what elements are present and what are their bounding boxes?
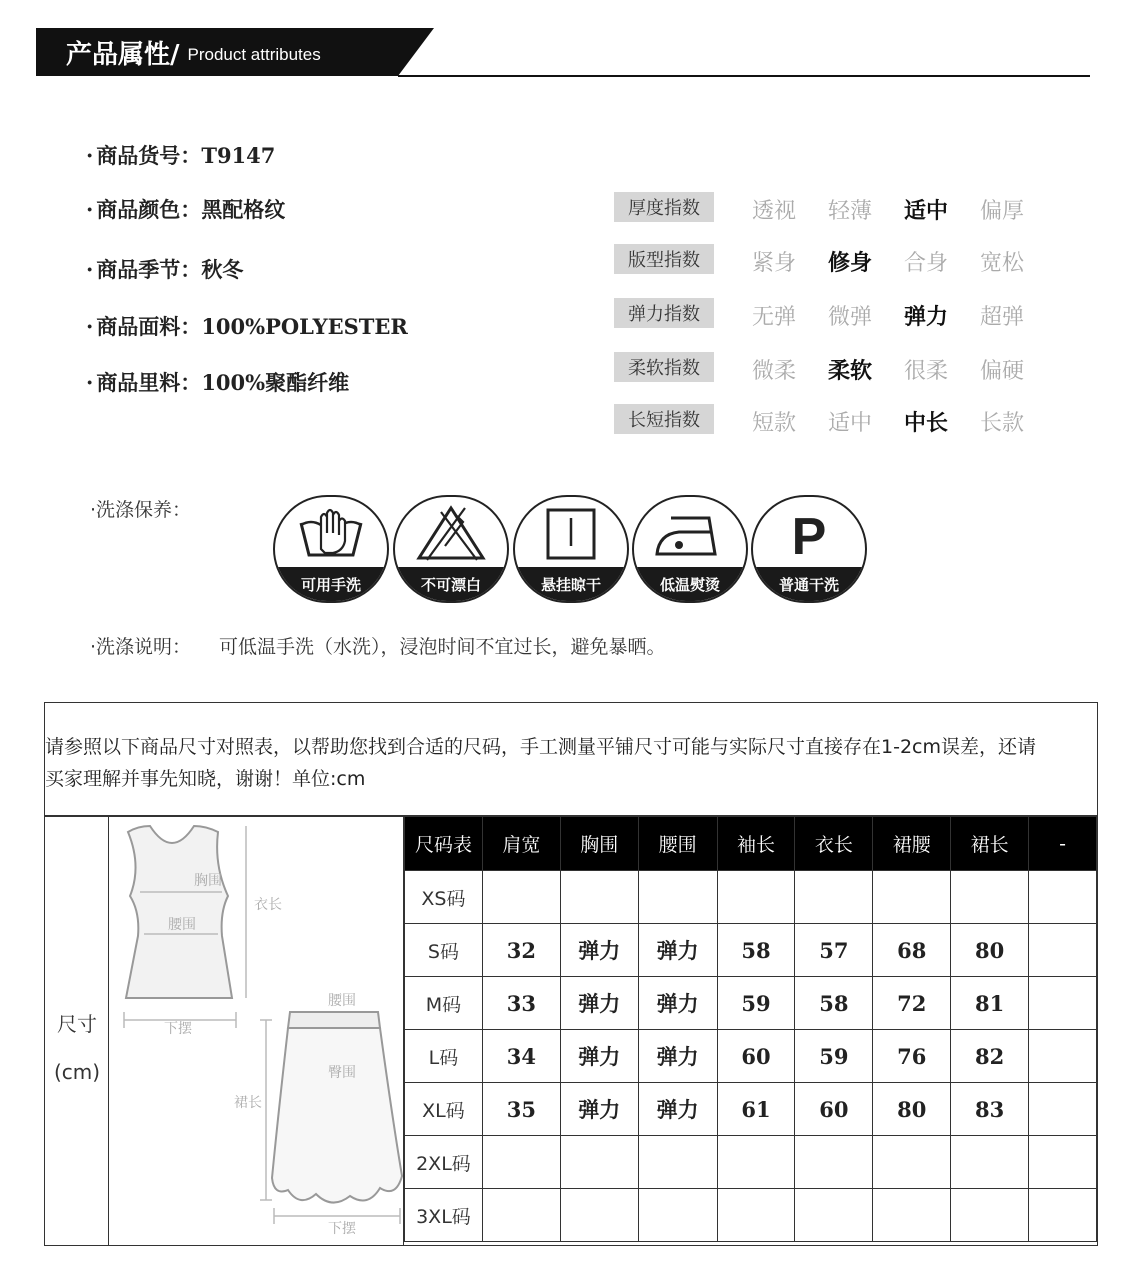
table-cell: 弹力 — [560, 1030, 638, 1083]
table-cell: 弹力 — [560, 924, 638, 977]
size-cell: S码 — [405, 924, 483, 977]
header-title-en: Product attributes — [187, 45, 321, 64]
size-intro-line1: 请参照以下商品尺寸对照表，以帮助您找到合适的尺码，手工测量平铺尺寸可能与实际尺寸直接存在1-2cm误差，还请 — [45, 736, 1036, 758]
table-row — [405, 924, 1097, 977]
column-header: - — [1029, 817, 1097, 871]
table-cell: 80 — [951, 924, 1029, 977]
index-option: 超弹 — [980, 305, 1025, 330]
column-header: 裙腰 — [873, 817, 951, 871]
size-table — [404, 816, 1097, 1242]
index-label: 版型指数 — [614, 244, 714, 274]
table-cell: 80 — [873, 1083, 951, 1136]
table-cell: 弹力 — [638, 1030, 717, 1083]
table-cell: 34 — [482, 1030, 560, 1083]
size-chart-intro — [45, 731, 1097, 795]
index-option: 合身 — [904, 251, 949, 276]
index-option: 微柔 — [752, 359, 797, 384]
index-option-selected: 中长 — [904, 410, 949, 436]
attribute-item-color: · 商品颜色：黑配格纹 — [86, 197, 286, 222]
column-header: 袖长 — [717, 817, 795, 871]
index-row-thickness — [614, 192, 1054, 224]
table-cell: 82 — [951, 1030, 1029, 1083]
table-cell — [873, 871, 951, 924]
table-cell — [482, 1189, 560, 1242]
care-caption: 可用手洗 — [275, 567, 387, 601]
index-label: 柔软指数 — [614, 352, 714, 382]
table-cell: 68 — [873, 924, 951, 977]
index-option: 轻薄 — [828, 199, 873, 224]
diagram-label-waist: 腰围 — [168, 917, 196, 933]
table-cell — [1029, 977, 1097, 1030]
table-cell — [795, 1136, 873, 1189]
table-cell: 57 — [795, 924, 873, 977]
table-cell: 72 — [873, 977, 951, 1030]
table-cell — [951, 1189, 1029, 1242]
table-cell — [717, 1136, 795, 1189]
attribute-value: 100%POLYESTER — [201, 314, 408, 339]
care-icon-hang-dry — [513, 495, 629, 603]
column-header: 尺码表 — [405, 817, 483, 871]
table-cell: 61 — [717, 1083, 795, 1136]
table-cell — [951, 1136, 1029, 1189]
column-header: 胸围 — [560, 817, 638, 871]
index-option: 偏厚 — [980, 199, 1025, 224]
table-cell — [873, 1136, 951, 1189]
index-option: 偏硬 — [980, 359, 1025, 384]
table-cell: 81 — [951, 977, 1029, 1030]
size-intro-line2: 买家理解并事先知晓，谢谢！单位:cm — [45, 768, 366, 790]
table-cell — [482, 871, 560, 924]
table-cell: 35 — [482, 1083, 560, 1136]
header-title-block — [36, 28, 398, 76]
table-cell — [638, 1189, 717, 1242]
table-cell — [873, 1189, 951, 1242]
index-option: 短款 — [752, 411, 797, 436]
table-cell — [717, 1189, 795, 1242]
table-cell — [638, 871, 717, 924]
header-triangle — [398, 28, 434, 76]
dry-clean-letter: P — [791, 508, 827, 566]
table-row — [405, 871, 1097, 924]
column-header: 裙长 — [951, 817, 1029, 871]
index-row-fit — [614, 244, 1054, 276]
table-cell — [1029, 1189, 1097, 1242]
table-cell: 32 — [482, 924, 560, 977]
diagram-label-hem: 下摆 — [164, 1021, 192, 1037]
attribute-label: 商品里料： — [96, 370, 202, 395]
index-option: 适中 — [828, 411, 873, 436]
table-cell: 33 — [482, 977, 560, 1030]
table-cell: 83 — [951, 1083, 1029, 1136]
column-header: 肩宽 — [482, 817, 560, 871]
table-cell — [560, 1136, 638, 1189]
attribute-value: 秋冬 — [201, 257, 244, 282]
diagram-label-skirt-length: 裙长 — [234, 1095, 262, 1111]
column-header: 衣长 — [795, 817, 873, 871]
size-cell: XS码 — [405, 871, 483, 924]
table-cell — [1029, 871, 1097, 924]
garment-diagram — [110, 816, 404, 1246]
care-caption: 普通干洗 — [753, 567, 865, 601]
index-label: 长短指数 — [614, 404, 714, 434]
care-caption: 悬挂晾干 — [515, 567, 627, 601]
table-cell — [482, 1136, 560, 1189]
table-cell: 弹力 — [560, 1083, 638, 1136]
index-label: 厚度指数 — [614, 192, 714, 222]
dimension-label: 尺寸 — [57, 1012, 97, 1036]
size-cell: 2XL码 — [405, 1136, 483, 1189]
table-cell — [795, 1189, 873, 1242]
attribute-item-lining: · 商品里料：100%聚酯纤维 — [86, 370, 350, 395]
table-cell: 弹力 — [638, 1083, 717, 1136]
table-cell — [638, 1136, 717, 1189]
diagram-label-skirt-hem: 下摆 — [328, 1221, 356, 1237]
index-option-selected: 柔软 — [828, 358, 873, 384]
table-row — [405, 977, 1097, 1030]
hang-dry-icon — [515, 497, 627, 569]
attribute-value: T9147 — [201, 143, 276, 168]
table-cell: 60 — [795, 1083, 873, 1136]
index-option: 紧身 — [752, 251, 797, 276]
index-option-selected: 适中 — [904, 198, 949, 224]
attribute-item-season: · 商品季节：秋冬 — [86, 257, 244, 282]
care-label: ·洗涤保养： — [90, 499, 192, 521]
wash-note-value: 可低温手洗（水洗），浸泡时间不宜过长，避免暴晒。 — [219, 636, 666, 658]
care-icon-hand-wash — [273, 495, 389, 603]
table-cell — [951, 871, 1029, 924]
size-table-header — [405, 817, 1097, 871]
hand-wash-icon — [275, 497, 387, 569]
size-cell: XL码 — [405, 1083, 483, 1136]
low-iron-icon — [634, 497, 746, 569]
attribute-value: 100%聚酯纤维 — [201, 370, 350, 395]
dry-clean-p-icon — [753, 497, 865, 569]
index-option-selected: 修身 — [828, 250, 873, 276]
table-cell: 58 — [717, 924, 795, 977]
index-row-length — [614, 404, 1054, 436]
wash-note — [90, 632, 666, 659]
size-chart — [44, 702, 1098, 1246]
care-icon-dry-clean — [751, 495, 867, 603]
index-option: 透视 — [752, 199, 797, 224]
diagram-label-skirt-waist: 腰围 — [328, 993, 356, 1009]
index-option: 无弹 — [752, 305, 797, 330]
table-cell — [560, 1189, 638, 1242]
no-bleach-icon — [395, 497, 507, 569]
section-header — [36, 28, 1090, 78]
attribute-value: 黑配格纹 — [201, 197, 286, 222]
table-cell: 59 — [795, 1030, 873, 1083]
dimension-cell — [45, 816, 109, 1246]
index-row-softness — [614, 352, 1054, 384]
size-cell: L码 — [405, 1030, 483, 1083]
attribute-label: 商品颜色： — [96, 197, 202, 222]
care-caption: 低温熨烫 — [634, 567, 746, 601]
table-cell — [717, 871, 795, 924]
table-cell: 60 — [717, 1030, 795, 1083]
table-cell — [1029, 1030, 1097, 1083]
table-cell — [1029, 1083, 1097, 1136]
header-title-cn: 产品属性/ — [66, 39, 180, 70]
attribute-item-fabric: · 商品面料：100%POLYESTER — [86, 314, 408, 339]
table-cell — [560, 871, 638, 924]
size-cell: M码 — [405, 977, 483, 1030]
table-cell: 弹力 — [560, 977, 638, 1030]
attribute-label: 商品季节： — [96, 257, 202, 282]
index-label: 弹力指数 — [614, 298, 714, 328]
diagram-label-length: 衣长 — [254, 897, 282, 913]
index-option: 很柔 — [904, 359, 949, 384]
care-icon-low-iron — [632, 495, 748, 603]
index-option: 长款 — [980, 411, 1025, 436]
index-option-selected: 弹力 — [904, 304, 949, 330]
table-cell: 58 — [795, 977, 873, 1030]
index-row-elasticity — [614, 298, 1054, 330]
table-row — [405, 1136, 1097, 1189]
header-rule — [398, 75, 1090, 77]
attribute-item-number: · 商品货号：T9147 — [86, 143, 276, 168]
table-cell: 弹力 — [638, 977, 717, 1030]
attribute-label: 商品货号： — [96, 143, 202, 168]
table-cell: 76 — [873, 1030, 951, 1083]
index-option: 微弹 — [828, 305, 873, 330]
table-cell: 59 — [717, 977, 795, 1030]
column-header: 腰围 — [638, 817, 717, 871]
table-cell — [795, 871, 873, 924]
table-cell — [1029, 924, 1097, 977]
table-row — [405, 1030, 1097, 1083]
size-cell: 3XL码 — [405, 1189, 483, 1242]
diagram-label-hip: 臀围 — [328, 1065, 356, 1081]
table-row — [405, 1083, 1097, 1136]
table-cell — [1029, 1136, 1097, 1189]
wash-note-label: ·洗涤说明： — [90, 636, 192, 658]
care-caption: 不可漂白 — [395, 567, 507, 601]
table-cell: 弹力 — [638, 924, 717, 977]
index-option: 宽松 — [980, 251, 1025, 276]
diagram-label-chest: 胸围 — [194, 873, 222, 889]
care-icon-no-bleach — [393, 495, 509, 603]
dimension-unit: (cm) — [53, 1060, 101, 1084]
skirt-diagram — [260, 1012, 402, 1224]
table-row — [405, 1189, 1097, 1242]
attribute-label: 商品面料： — [96, 314, 202, 339]
